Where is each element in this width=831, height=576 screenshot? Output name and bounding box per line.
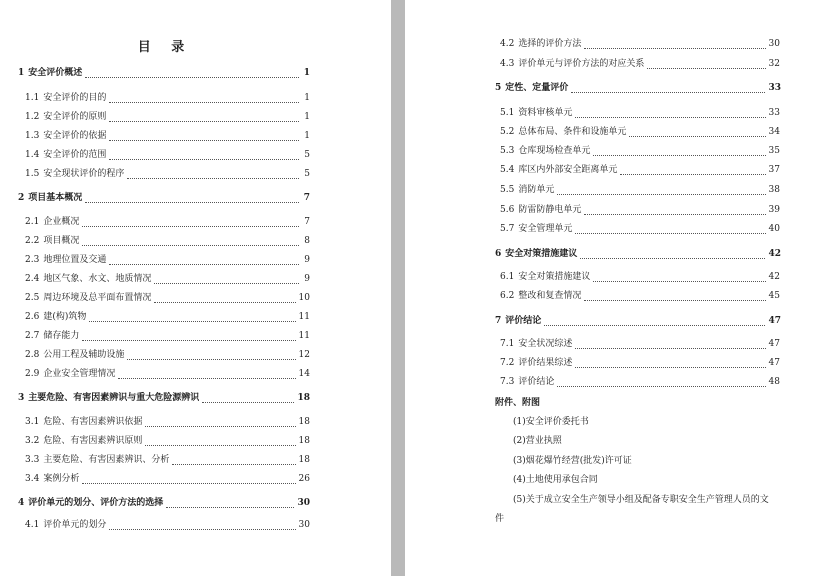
toc-entry-page: 37 [768,165,780,175]
toc-entry-page: 5 [304,169,310,179]
toc-entry-title: 定性、定量评价 [505,83,569,93]
dot-leader [629,128,765,137]
toc-entry-page: 26 [298,474,310,484]
toc-entry[interactable] [500,58,780,70]
toc-entry[interactable] [500,164,780,176]
toc-entry[interactable] [25,349,310,361]
dot-leader [154,275,299,284]
toc-entry-page: 1 [304,131,310,141]
dot-leader [154,294,295,303]
toc-entry-title: 仓库现场检查单元 [518,146,591,156]
dot-leader [127,170,299,179]
appendix-item[interactable]: (4)土地使用承包合同 [513,475,598,485]
dot-leader [109,256,299,265]
toc-entry-number: 2.8 [25,350,40,360]
toc-entry-title: 危险、有害因素辨识依据 [43,417,143,427]
toc-entry-title: 防雷防静电单元 [518,205,582,215]
toc-entry-page: 39 [768,205,780,215]
toc-entry-title: 地区气象、水文、地质情况 [43,274,152,284]
toc-entry-page: 33 [768,108,780,118]
toc-entry-title: 评价单元的划分、评价方法的选择 [28,498,164,508]
toc-entry-number: 1.5 [25,169,40,179]
toc-entry-title: 评价单元与评价方法的对应关系 [518,59,645,69]
toc-entry[interactable] [500,184,780,196]
dot-leader [109,94,299,103]
toc-entry-number: 7.2 [500,358,515,368]
toc-entry-page: 30 [298,520,310,530]
toc-entry-number: 1.1 [25,93,40,103]
toc-entry-page: 42 [768,249,781,259]
dot-leader [557,378,765,387]
toc-entry-number: 2.3 [25,255,40,265]
appendix-item[interactable]: (3)烟花爆竹经营(批发)许可证 [513,456,632,466]
toc-entry-title: 主要危险、有害因素辨识与重大危险源辨识 [28,393,200,403]
toc-entry-title: 公用工程及辅助设施 [43,350,125,360]
toc-entry-title: 评价结论 [505,316,542,326]
appendix-item[interactable]: (5)关于成立安全生产领导小组及配备专职安全生产管理人员的文 [513,495,769,505]
toc-entry-page: 14 [298,369,310,379]
toc-entry-number: 5.5 [500,185,515,195]
dot-leader [82,332,295,341]
toc-entry-number: 5.7 [500,224,515,234]
toc-entry[interactable] [25,416,310,428]
toc-entry[interactable] [18,392,310,404]
toc-entry-page: 10 [298,293,310,303]
toc-entry-page: 9 [304,255,310,265]
toc-entry-number: 2.4 [25,274,40,284]
toc-entry-page: 18 [297,393,310,403]
toc-entry-page: 30 [297,498,310,508]
toc-entry[interactable] [500,338,780,350]
toc-entry-page: 33 [768,83,781,93]
toc-entry[interactable] [25,473,310,485]
dot-leader [127,351,295,360]
dot-leader [575,359,765,368]
toc-entry[interactable] [25,311,310,323]
toc-entry-number: 1.4 [25,150,40,160]
toc-entry-number: 7 [495,316,502,326]
toc-entry-title: 安全管理单元 [518,224,573,234]
dot-leader [580,250,765,259]
toc-entry-title: 评价结果综述 [518,358,573,368]
dot-leader [145,418,295,427]
toc-entry[interactable] [18,192,310,204]
toc-entry-title: 建(构)筑物 [43,312,87,322]
toc-entry-page: 1 [303,68,310,78]
toc-entry-page: 11 [298,312,310,322]
toc-entry[interactable] [25,330,310,342]
toc-entry-title: 案例分析 [43,474,80,484]
toc-entry[interactable] [500,223,780,235]
toc-entry[interactable] [25,111,310,123]
appendix-item-continuation: 件 [495,514,505,524]
toc-entry-page: 47 [768,339,780,349]
toc-entry-title: 整改和复查情况 [518,291,582,301]
toc-entry-page: 7 [304,217,310,227]
dot-leader [571,84,765,93]
dot-leader [109,151,299,160]
dot-leader [575,340,765,349]
toc-entry-number: 3.2 [25,436,40,446]
toc-entry-number: 7.3 [500,377,515,387]
toc-entry-number: 5.3 [500,146,515,156]
dot-leader [575,225,765,234]
toc-entry-number: 6.1 [500,272,515,282]
toc-entry[interactable] [495,248,781,260]
dot-leader [89,313,295,322]
toc-entry-number: 3.1 [25,417,40,427]
toc-entry[interactable] [25,92,310,104]
toc-entry-title: 评价单元的划分 [43,520,107,530]
toc-entry-number: 2.6 [25,312,40,322]
toc-entry[interactable] [500,376,780,388]
dot-leader [82,475,295,484]
dot-leader [620,166,765,175]
toc-entry-number: 2 [18,193,25,203]
toc-entry-number: 4.3 [500,59,515,69]
toc-entry-title: 主要危险、有害因素辨识、分析 [43,455,170,465]
toc-entry[interactable] [25,254,310,266]
toc-entry-number: 7.1 [500,339,515,349]
toc-entry-number: 1 [18,68,25,78]
dot-leader [118,370,295,379]
toc-entry[interactable] [500,204,780,216]
toc-entry[interactable] [25,292,310,304]
appendix-heading: 附件、附图 [495,398,541,408]
toc-entry-page: 34 [768,127,780,137]
toc-entry-title: 安全评价的依据 [43,131,107,141]
toc-entry[interactable] [495,82,781,94]
toc-entry[interactable] [495,315,781,327]
left-page [0,0,391,576]
dot-leader [109,113,299,122]
toc-entry-number: 4.2 [500,39,515,49]
toc-entry-title: 选择的评价方法 [518,39,582,49]
toc-entry-title: 项目基本概况 [28,193,83,203]
toc-entry-page: 42 [768,272,780,282]
toc-entry-title: 评价结论 [518,377,555,387]
toc-entry[interactable] [25,519,310,531]
toc-entry-page: 7 [303,193,310,203]
toc-entry-number: 2.9 [25,369,40,379]
toc-entry-page: 5 [304,150,310,160]
toc-entry-number: 2.2 [25,236,40,246]
right-page [405,0,831,576]
toc-entry-title: 企业概况 [43,217,80,227]
toc-entry-number: 3.4 [25,474,40,484]
toc-entry[interactable] [25,216,310,228]
toc-entry-title: 项目概况 [43,236,80,246]
toc-entry-number: 3.3 [25,455,40,465]
dot-leader [593,147,765,156]
dot-leader [85,194,299,203]
toc-entry[interactable] [500,38,780,50]
dot-leader [109,132,299,141]
dot-leader [166,499,294,508]
toc-entry-title: 安全评价的目的 [43,93,107,103]
toc-entry-title: 安全评价的原则 [43,112,107,122]
toc-entry-title: 安全对策措施建议 [518,272,591,282]
toc-entry-title: 周边环境及总平面布置情况 [43,293,152,303]
dot-leader [647,60,765,69]
toc-entry-page: 1 [304,112,310,122]
toc-entry-number: 5 [495,83,502,93]
toc-entry-title: 地理位置及交通 [43,255,107,265]
appendix-item[interactable]: (2)营业执照 [513,436,562,446]
dot-leader [202,394,294,403]
dot-leader [544,317,765,326]
toc-entry[interactable] [25,273,310,285]
toc-entry[interactable] [25,435,310,447]
toc-entry-page: 32 [768,59,780,69]
toc-entry[interactable] [25,130,310,142]
toc-entry[interactable] [25,168,310,180]
toc-entry[interactable] [25,454,310,466]
dot-leader [593,273,765,282]
toc-entry-page: 48 [768,377,780,387]
toc-entry-number: 4 [18,498,25,508]
toc-entry-title: 安全状况综述 [518,339,573,349]
dot-leader [82,218,299,227]
toc-entry[interactable] [500,290,780,302]
toc-entry-title: 危险、有害因素辨识原则 [43,436,143,446]
toc-entry-page: 30 [768,39,780,49]
toc-entry-number: 5.2 [500,127,515,137]
toc-entry-page: 8 [304,236,310,246]
toc-entry-number: 2.1 [25,217,40,227]
toc-entry-title: 安全评价的范围 [43,150,107,160]
toc-entry[interactable] [25,235,310,247]
toc-entry-page: 1 [304,93,310,103]
dot-leader [575,109,765,118]
toc-entry-number: 4.1 [25,520,40,530]
toc-entry[interactable] [18,497,310,509]
toc-entry-page: 11 [298,331,310,341]
dot-leader [145,437,295,446]
dot-leader [82,237,299,246]
toc-entry-number: 1.3 [25,131,40,141]
toc-entry-page: 40 [768,224,780,234]
toc-entry-page: 9 [304,274,310,284]
toc-entry[interactable] [500,107,780,119]
toc-entry-number: 6 [495,249,502,259]
toc-entry-title: 库区内外部安全距离单元 [518,165,618,175]
toc-entry[interactable] [25,149,310,161]
toc-entry-page: 18 [298,455,310,465]
toc-entry-title: 企业安全管理情况 [43,369,116,379]
toc-entry[interactable] [500,271,780,283]
toc-entry-page: 47 [768,358,780,368]
dot-leader [109,521,295,530]
toc-entry-title: 消防单元 [518,185,555,195]
toc-entry[interactable] [500,145,780,157]
toc-entry-page: 18 [298,417,310,427]
toc-entry-number: 5.1 [500,108,515,118]
toc-entry-number: 1.2 [25,112,40,122]
dot-leader [85,69,299,78]
dot-leader [584,292,765,301]
toc-title: 目 录 [137,40,193,55]
toc-entry-title: 安全现状评价的程序 [43,169,125,179]
dot-leader [172,456,295,465]
toc-entry-number: 6.2 [500,291,515,301]
toc-entry-number: 5.4 [500,165,515,175]
dot-leader [584,206,765,215]
toc-entry[interactable] [500,126,780,138]
toc-entry-number: 3 [18,393,25,403]
dot-leader [557,186,765,195]
toc-entry-page: 18 [298,436,310,446]
toc-entry[interactable] [500,357,780,369]
toc-entry-number: 2.5 [25,293,40,303]
toc-entry[interactable] [18,67,310,79]
toc-entry-page: 12 [298,350,310,360]
toc-entry-title: 总体布局、条件和设施单元 [518,127,627,137]
toc-entry-page: 47 [768,316,781,326]
toc-entry-title: 安全评价概述 [28,68,83,78]
toc-entry-page: 35 [768,146,780,156]
toc-entry-title: 储存能力 [43,331,80,341]
dot-leader [584,40,765,49]
toc-entry-number: 5.6 [500,205,515,215]
toc-entry[interactable] [25,368,310,380]
toc-entry-number: 2.7 [25,331,40,341]
toc-entry-title: 安全对策措施建议 [505,249,578,259]
toc-entry-page: 45 [768,291,780,301]
toc-entry-page: 38 [768,185,780,195]
appendix-item[interactable]: (1)安全评价委托书 [513,417,589,427]
toc-entry-title: 资料审核单元 [518,108,573,118]
